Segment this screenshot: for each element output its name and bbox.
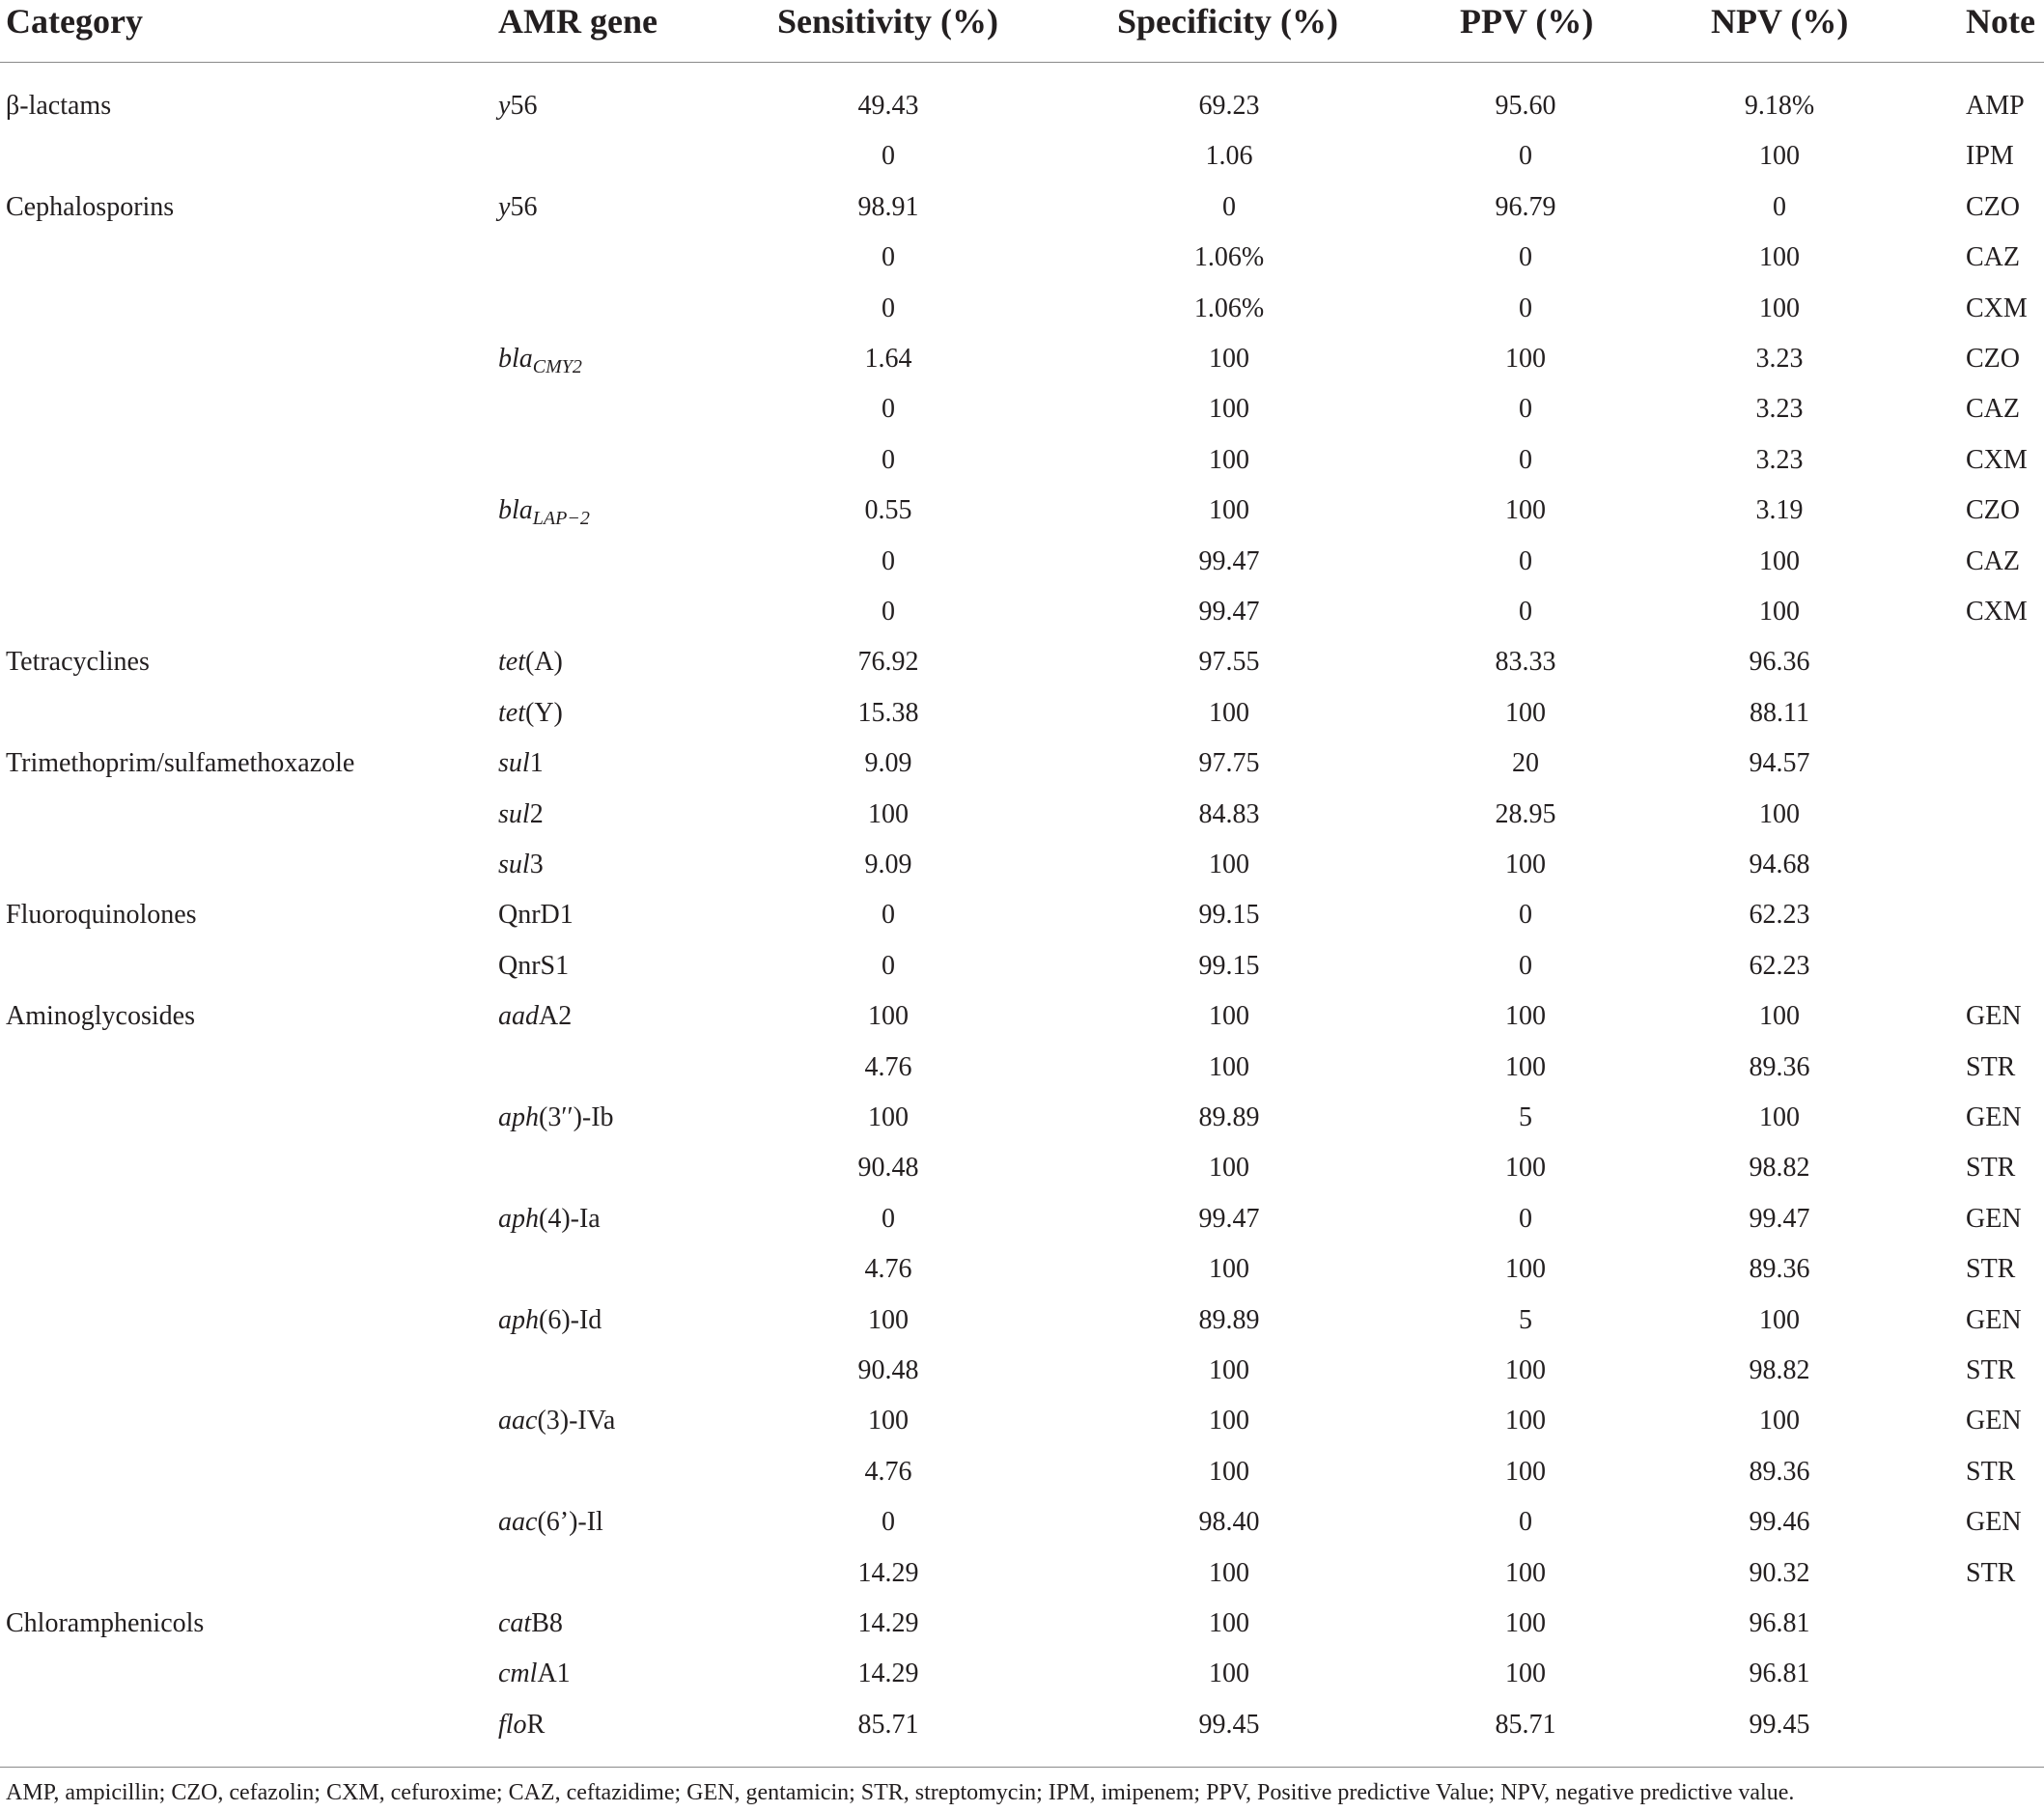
amr-gene-cell (498, 1093, 614, 1143)
specificity-cell: 100 (1209, 394, 1249, 425)
specificity-cell: 99.47 (1198, 545, 1260, 576)
specificity-cell: 99.47 (1198, 597, 1260, 627)
npv-cell: 98.82 (1749, 1153, 1810, 1184)
table-row (0, 688, 2044, 739)
specificity-cell: 99.45 (1198, 1709, 1260, 1740)
category-cell: β-lactams (6, 91, 112, 121)
ppv-cell: 100 (1505, 1608, 1546, 1638)
note-cell: STR (1966, 1456, 2016, 1487)
npv-cell: 100 (1759, 1001, 1800, 1032)
gene-suffix: B8 (531, 1608, 563, 1638)
sensitivity-cell: 100 (868, 1406, 909, 1436)
specificity-cell: 100 (1209, 1456, 1249, 1487)
table-row (0, 1396, 2044, 1446)
ppv-cell: 0 (1519, 444, 1532, 475)
category-cell: Tetracyclines (6, 647, 150, 678)
ppv-cell: 0 (1519, 1507, 1532, 1538)
specificity-cell: 100 (1209, 697, 1249, 728)
specificity-cell: 100 (1209, 850, 1249, 879)
sensitivity-cell: 0 (882, 950, 895, 981)
sensitivity-cell: 14.29 (857, 1557, 919, 1588)
npv-cell: 89.36 (1749, 1456, 1810, 1487)
note-cell: IPM (1966, 141, 2014, 172)
amr-gene-cell (498, 1296, 602, 1346)
ppv-cell: 0 (1519, 242, 1532, 273)
specificity-cell: 69.23 (1198, 91, 1260, 121)
table-row (0, 1194, 2044, 1244)
sensitivity-cell: 9.09 (864, 748, 912, 779)
npv-cell: 89.36 (1749, 1051, 1810, 1082)
ppv-cell: 100 (1505, 1051, 1546, 1082)
ppv-cell: 100 (1505, 1406, 1546, 1436)
amr-gene-cell (498, 1599, 563, 1649)
note-cell: CXM (1966, 293, 2028, 323)
specificity-cell: 99.15 (1198, 950, 1260, 981)
ppv-cell: 85.71 (1495, 1709, 1556, 1740)
header-amr-gene: AMR gene (498, 2, 658, 41)
table-row (0, 790, 2044, 840)
table-row (0, 1346, 2044, 1396)
table-row (0, 890, 2044, 940)
amr-gene-cell (498, 688, 563, 739)
gene-name-italic: aad (498, 1001, 539, 1032)
note-cell: GEN (1966, 1406, 2022, 1436)
note-cell: AMP (1966, 91, 2025, 121)
sensitivity-cell: 100 (868, 798, 909, 829)
gene-suffix: 56 (510, 191, 538, 222)
gene-suffix: (3)-IVa (537, 1406, 616, 1436)
table-row (0, 1497, 2044, 1547)
npv-cell: 94.57 (1749, 748, 1810, 779)
table-row (0, 384, 2044, 434)
header-category: Category (6, 2, 143, 41)
ppv-cell: 100 (1505, 1153, 1546, 1184)
specificity-cell: 100 (1209, 1355, 1249, 1385)
gene-name-italic: flo (498, 1709, 527, 1740)
note-cell: CXM (1966, 597, 2028, 627)
table-bottom-divider (0, 1767, 2044, 1768)
npv-cell: 3.19 (1755, 495, 1804, 526)
sensitivity-cell: 0 (882, 1507, 895, 1538)
sensitivity-cell: 4.76 (864, 1456, 912, 1487)
specificity-cell: 100 (1209, 444, 1249, 475)
table-row (0, 1296, 2044, 1346)
header-divider (0, 62, 2044, 63)
npv-cell: 100 (1759, 293, 1800, 323)
ppv-cell: 0 (1519, 597, 1532, 627)
note-cell: CXM (1966, 444, 2028, 475)
amr-gene-cell (498, 637, 563, 687)
specificity-cell: 100 (1209, 1254, 1249, 1285)
gene-suffix: (Y) (525, 697, 563, 728)
note-cell: STR (1966, 1355, 2016, 1385)
header-ppv: PPV (%) (1460, 2, 1594, 41)
npv-cell: 3.23 (1755, 444, 1804, 475)
ppv-cell: 5 (1519, 1102, 1532, 1132)
gene-name-italic: aac (498, 1406, 538, 1436)
npv-cell: 100 (1759, 1304, 1800, 1335)
gene-name-italic: aph (498, 1304, 539, 1335)
amr-gene-cell (498, 182, 537, 233)
amr-gene-cell (498, 1497, 603, 1547)
amr-gene-cell (498, 941, 569, 991)
npv-cell: 62.23 (1749, 900, 1810, 931)
note-cell: STR (1966, 1153, 2016, 1184)
specificity-cell: 100 (1209, 1659, 1249, 1689)
amr-gene-cell (498, 486, 590, 536)
amr-gene-cell (498, 739, 544, 789)
sensitivity-cell: 1.64 (864, 344, 912, 374)
note-cell: GEN (1966, 1001, 2022, 1032)
npv-cell: 62.23 (1749, 950, 1810, 981)
sensitivity-cell: 0 (882, 141, 895, 172)
sensitivity-cell: 0 (882, 444, 895, 475)
sensitivity-cell: 4.76 (864, 1051, 912, 1082)
category-cell: Aminoglycosides (6, 1001, 195, 1032)
table-row (0, 81, 2044, 131)
amr-gene-cell (498, 1649, 571, 1699)
npv-cell: 100 (1759, 1102, 1800, 1132)
gene-name-italic: bla (498, 344, 533, 374)
npv-cell: 96.81 (1749, 1608, 1810, 1638)
amr-gene-cell (498, 991, 572, 1042)
specificity-cell: 100 (1209, 1406, 1249, 1436)
npv-cell: 99.47 (1749, 1203, 1810, 1234)
ppv-cell: 100 (1505, 1557, 1546, 1588)
gene-subscript: CMY2 (532, 356, 582, 377)
ppv-cell: 100 (1505, 495, 1546, 526)
sensitivity-cell: 0 (882, 900, 895, 931)
npv-cell: 96.81 (1749, 1659, 1810, 1689)
amr-gene-cell (498, 334, 582, 384)
amr-gene-cell (498, 1396, 615, 1446)
amr-gene-cell (498, 81, 537, 131)
gene-name-italic: sul (498, 748, 530, 779)
header-specificity: Specificity (%) (1117, 2, 1338, 41)
sensitivity-cell: 14.29 (857, 1659, 919, 1689)
npv-cell: 3.23 (1755, 394, 1804, 425)
table-row (0, 1043, 2044, 1093)
gene-name-italic: cml (498, 1659, 538, 1689)
ppv-cell: 100 (1505, 1254, 1546, 1285)
specificity-cell: 0 (1222, 191, 1236, 222)
sensitivity-cell: 0 (882, 545, 895, 576)
specificity-cell: 1.06 (1205, 141, 1253, 172)
sensitivity-cell: 0 (882, 597, 895, 627)
gene-name-italic: cat (498, 1608, 532, 1638)
npv-cell: 0 (1773, 191, 1786, 222)
gene-suffix: (A) (525, 647, 563, 678)
table-row (0, 941, 2044, 991)
category-cell: Chloramphenicols (6, 1608, 205, 1638)
note-cell: STR (1966, 1051, 2016, 1082)
table-row (0, 486, 2044, 536)
gene-name-italic: aph (498, 1102, 539, 1132)
table-row (0, 637, 2044, 687)
gene-suffix: 1 (529, 748, 544, 779)
table-row (0, 587, 2044, 637)
npv-cell: 100 (1759, 545, 1800, 576)
ppv-cell: 28.95 (1495, 798, 1556, 829)
table-row (0, 233, 2044, 283)
ppv-cell: 100 (1505, 1456, 1546, 1487)
table-footnote: AMP, ampicillin; CZO, cefazolin; CXM, cefuroxime; CAZ, ceftazidime; GEN, gentamicin; STR, streptomycin; IPM, imipenem; PPV, Positive predictive Value; NPV, negative predictive value. (6, 1780, 1795, 1805)
gene-suffix: 2 (529, 798, 544, 829)
npv-cell: 90.32 (1749, 1557, 1810, 1588)
gene-name-italic: sul (498, 798, 530, 829)
specificity-cell: 89.89 (1198, 1304, 1260, 1335)
ppv-cell: 0 (1519, 293, 1532, 323)
ppv-cell: 96.79 (1495, 191, 1556, 222)
npv-cell: 88.11 (1750, 697, 1809, 728)
table-row (0, 435, 2044, 486)
gene-suffix: R (526, 1709, 546, 1740)
specificity-cell: 98.40 (1198, 1507, 1260, 1538)
amr-gene-cell (498, 890, 574, 940)
specificity-cell: 100 (1209, 1608, 1249, 1638)
note-cell: CZO (1966, 344, 2020, 374)
table-row (0, 1244, 2044, 1295)
category-cell: Trimethoprim/sulfamethoxazole (6, 748, 355, 779)
specificity-cell: 84.83 (1198, 798, 1260, 829)
table-row (0, 739, 2044, 789)
gene-suffix: (3′′)-Ib (539, 1102, 614, 1132)
specificity-cell: 1.06% (1193, 293, 1265, 323)
amr-gene-cell (498, 840, 544, 890)
ppv-cell: 83.33 (1495, 647, 1556, 678)
note-cell: CAZ (1966, 242, 2020, 273)
specificity-cell: 100 (1209, 1153, 1249, 1184)
specificity-cell: 1.06% (1193, 242, 1265, 273)
ppv-cell: 0 (1519, 545, 1532, 576)
note-cell: GEN (1966, 1102, 2022, 1132)
gene-name-italic: aph (498, 1203, 539, 1234)
specificity-cell: 97.75 (1198, 748, 1260, 779)
gene-suffix: (4)-Ia (539, 1203, 601, 1234)
gene-suffix: 3 (529, 850, 544, 879)
ppv-cell: 95.60 (1495, 91, 1556, 121)
ppv-cell: 0 (1519, 900, 1532, 931)
gene-name-italic: tet (498, 697, 525, 728)
header-npv: NPV (%) (1711, 2, 1849, 41)
table-row (0, 334, 2044, 384)
gene-subscript: LAP−2 (532, 508, 590, 530)
note-cell: CZO (1966, 191, 2020, 222)
table-row (0, 840, 2044, 890)
specificity-cell: 99.47 (1198, 1203, 1260, 1234)
category-cell: Fluoroquinolones (6, 900, 197, 931)
sensitivity-cell: 76.92 (857, 647, 919, 678)
ppv-cell: 5 (1519, 1304, 1532, 1335)
npv-cell: 100 (1759, 798, 1800, 829)
sensitivity-cell: 100 (868, 1304, 909, 1335)
table-header-row (0, 0, 2044, 62)
ppv-cell: 0 (1519, 141, 1532, 172)
specificity-cell: 100 (1209, 344, 1249, 374)
table-row (0, 537, 2044, 587)
sensitivity-cell: 15.38 (857, 697, 919, 728)
npv-cell: 100 (1759, 1406, 1800, 1436)
specificity-cell: 99.15 (1198, 900, 1260, 931)
specificity-cell: 89.89 (1198, 1102, 1260, 1132)
table-row (0, 1143, 2044, 1193)
note-cell: STR (1966, 1254, 2016, 1285)
table-row (0, 1700, 2044, 1750)
note-cell: GEN (1966, 1203, 2022, 1234)
npv-cell: 99.45 (1749, 1709, 1810, 1740)
npv-cell: 94.68 (1749, 850, 1810, 879)
ppv-cell: 100 (1505, 1659, 1546, 1689)
gene-name-italic: y (498, 191, 511, 222)
ppv-cell: 0 (1519, 394, 1532, 425)
sensitivity-cell: 0.55 (864, 495, 912, 526)
npv-cell: 96.36 (1749, 647, 1810, 678)
table-row (0, 1548, 2044, 1599)
table-row (0, 991, 2044, 1042)
gene-name: QnrS1 (498, 950, 570, 981)
table-row (0, 1649, 2044, 1699)
npv-cell: 100 (1759, 141, 1800, 172)
specificity-cell: 100 (1209, 495, 1249, 526)
gene-suffix: (6’)-Il (537, 1507, 603, 1538)
table-row (0, 182, 2044, 233)
note-cell: CAZ (1966, 545, 2020, 576)
ppv-cell: 100 (1505, 344, 1546, 374)
gene-name-italic: tet (498, 647, 525, 678)
table-row (0, 131, 2044, 181)
npv-cell: 100 (1759, 597, 1800, 627)
gene-suffix: (6)-Id (539, 1304, 602, 1335)
table-row (0, 284, 2044, 334)
table-row (0, 1447, 2044, 1497)
amr-gene-cell (498, 1194, 601, 1244)
header-note: Note (1966, 2, 2035, 41)
table-row (0, 1093, 2044, 1143)
gene-name: QnrD1 (498, 900, 574, 931)
sensitivity-cell: 9.09 (864, 850, 912, 879)
ppv-cell: 20 (1512, 748, 1539, 779)
npv-cell: 9.18% (1744, 91, 1815, 121)
amr-gene-cell (498, 1700, 545, 1750)
sensitivity-cell: 90.48 (857, 1153, 919, 1184)
note-cell: STR (1966, 1557, 2016, 1588)
table-row (0, 1599, 2044, 1649)
ppv-cell: 100 (1505, 1355, 1546, 1385)
sensitivity-cell: 14.29 (857, 1608, 919, 1638)
npv-cell: 100 (1759, 242, 1800, 273)
sensitivity-cell: 49.43 (857, 91, 919, 121)
gene-name-italic: sul (498, 850, 530, 879)
note-cell: CAZ (1966, 394, 2020, 425)
category-cell: Cephalosporins (6, 191, 175, 222)
sensitivity-cell: 100 (868, 1102, 909, 1132)
sensitivity-cell: 0 (882, 293, 895, 323)
ppv-cell: 100 (1505, 697, 1546, 728)
sensitivity-cell: 85.71 (857, 1709, 919, 1740)
sensitivity-cell: 100 (868, 1001, 909, 1032)
npv-cell: 89.36 (1749, 1254, 1810, 1285)
ppv-cell: 100 (1505, 1001, 1546, 1032)
gene-name-italic: bla (498, 495, 533, 526)
header-sensitivity: Sensitivity (%) (777, 2, 998, 41)
ppv-cell: 0 (1519, 950, 1532, 981)
sensitivity-cell: 98.91 (857, 191, 919, 222)
specificity-cell: 100 (1209, 1001, 1249, 1032)
note-cell: GEN (1966, 1507, 2022, 1538)
gene-name-italic: aac (498, 1507, 538, 1538)
amr-gene-cell (498, 790, 544, 840)
gene-suffix: A1 (537, 1659, 571, 1689)
note-cell: GEN (1966, 1304, 2022, 1335)
specificity-cell: 97.55 (1198, 647, 1260, 678)
gene-name-italic: y (498, 91, 511, 121)
ppv-cell: 100 (1505, 850, 1546, 879)
sensitivity-cell: 0 (882, 242, 895, 273)
sensitivity-cell: 0 (882, 394, 895, 425)
gene-suffix: 56 (510, 91, 538, 121)
specificity-cell: 100 (1209, 1557, 1249, 1588)
ppv-cell: 0 (1519, 1203, 1532, 1234)
npv-cell: 99.46 (1749, 1507, 1810, 1538)
npv-cell: 98.82 (1749, 1355, 1810, 1385)
sensitivity-cell: 90.48 (857, 1355, 919, 1385)
gene-suffix: A2 (539, 1001, 573, 1032)
sensitivity-cell: 0 (882, 1203, 895, 1234)
note-cell: CZO (1966, 495, 2020, 526)
npv-cell: 3.23 (1755, 344, 1804, 374)
specificity-cell: 100 (1209, 1051, 1249, 1082)
sensitivity-cell: 4.76 (864, 1254, 912, 1285)
